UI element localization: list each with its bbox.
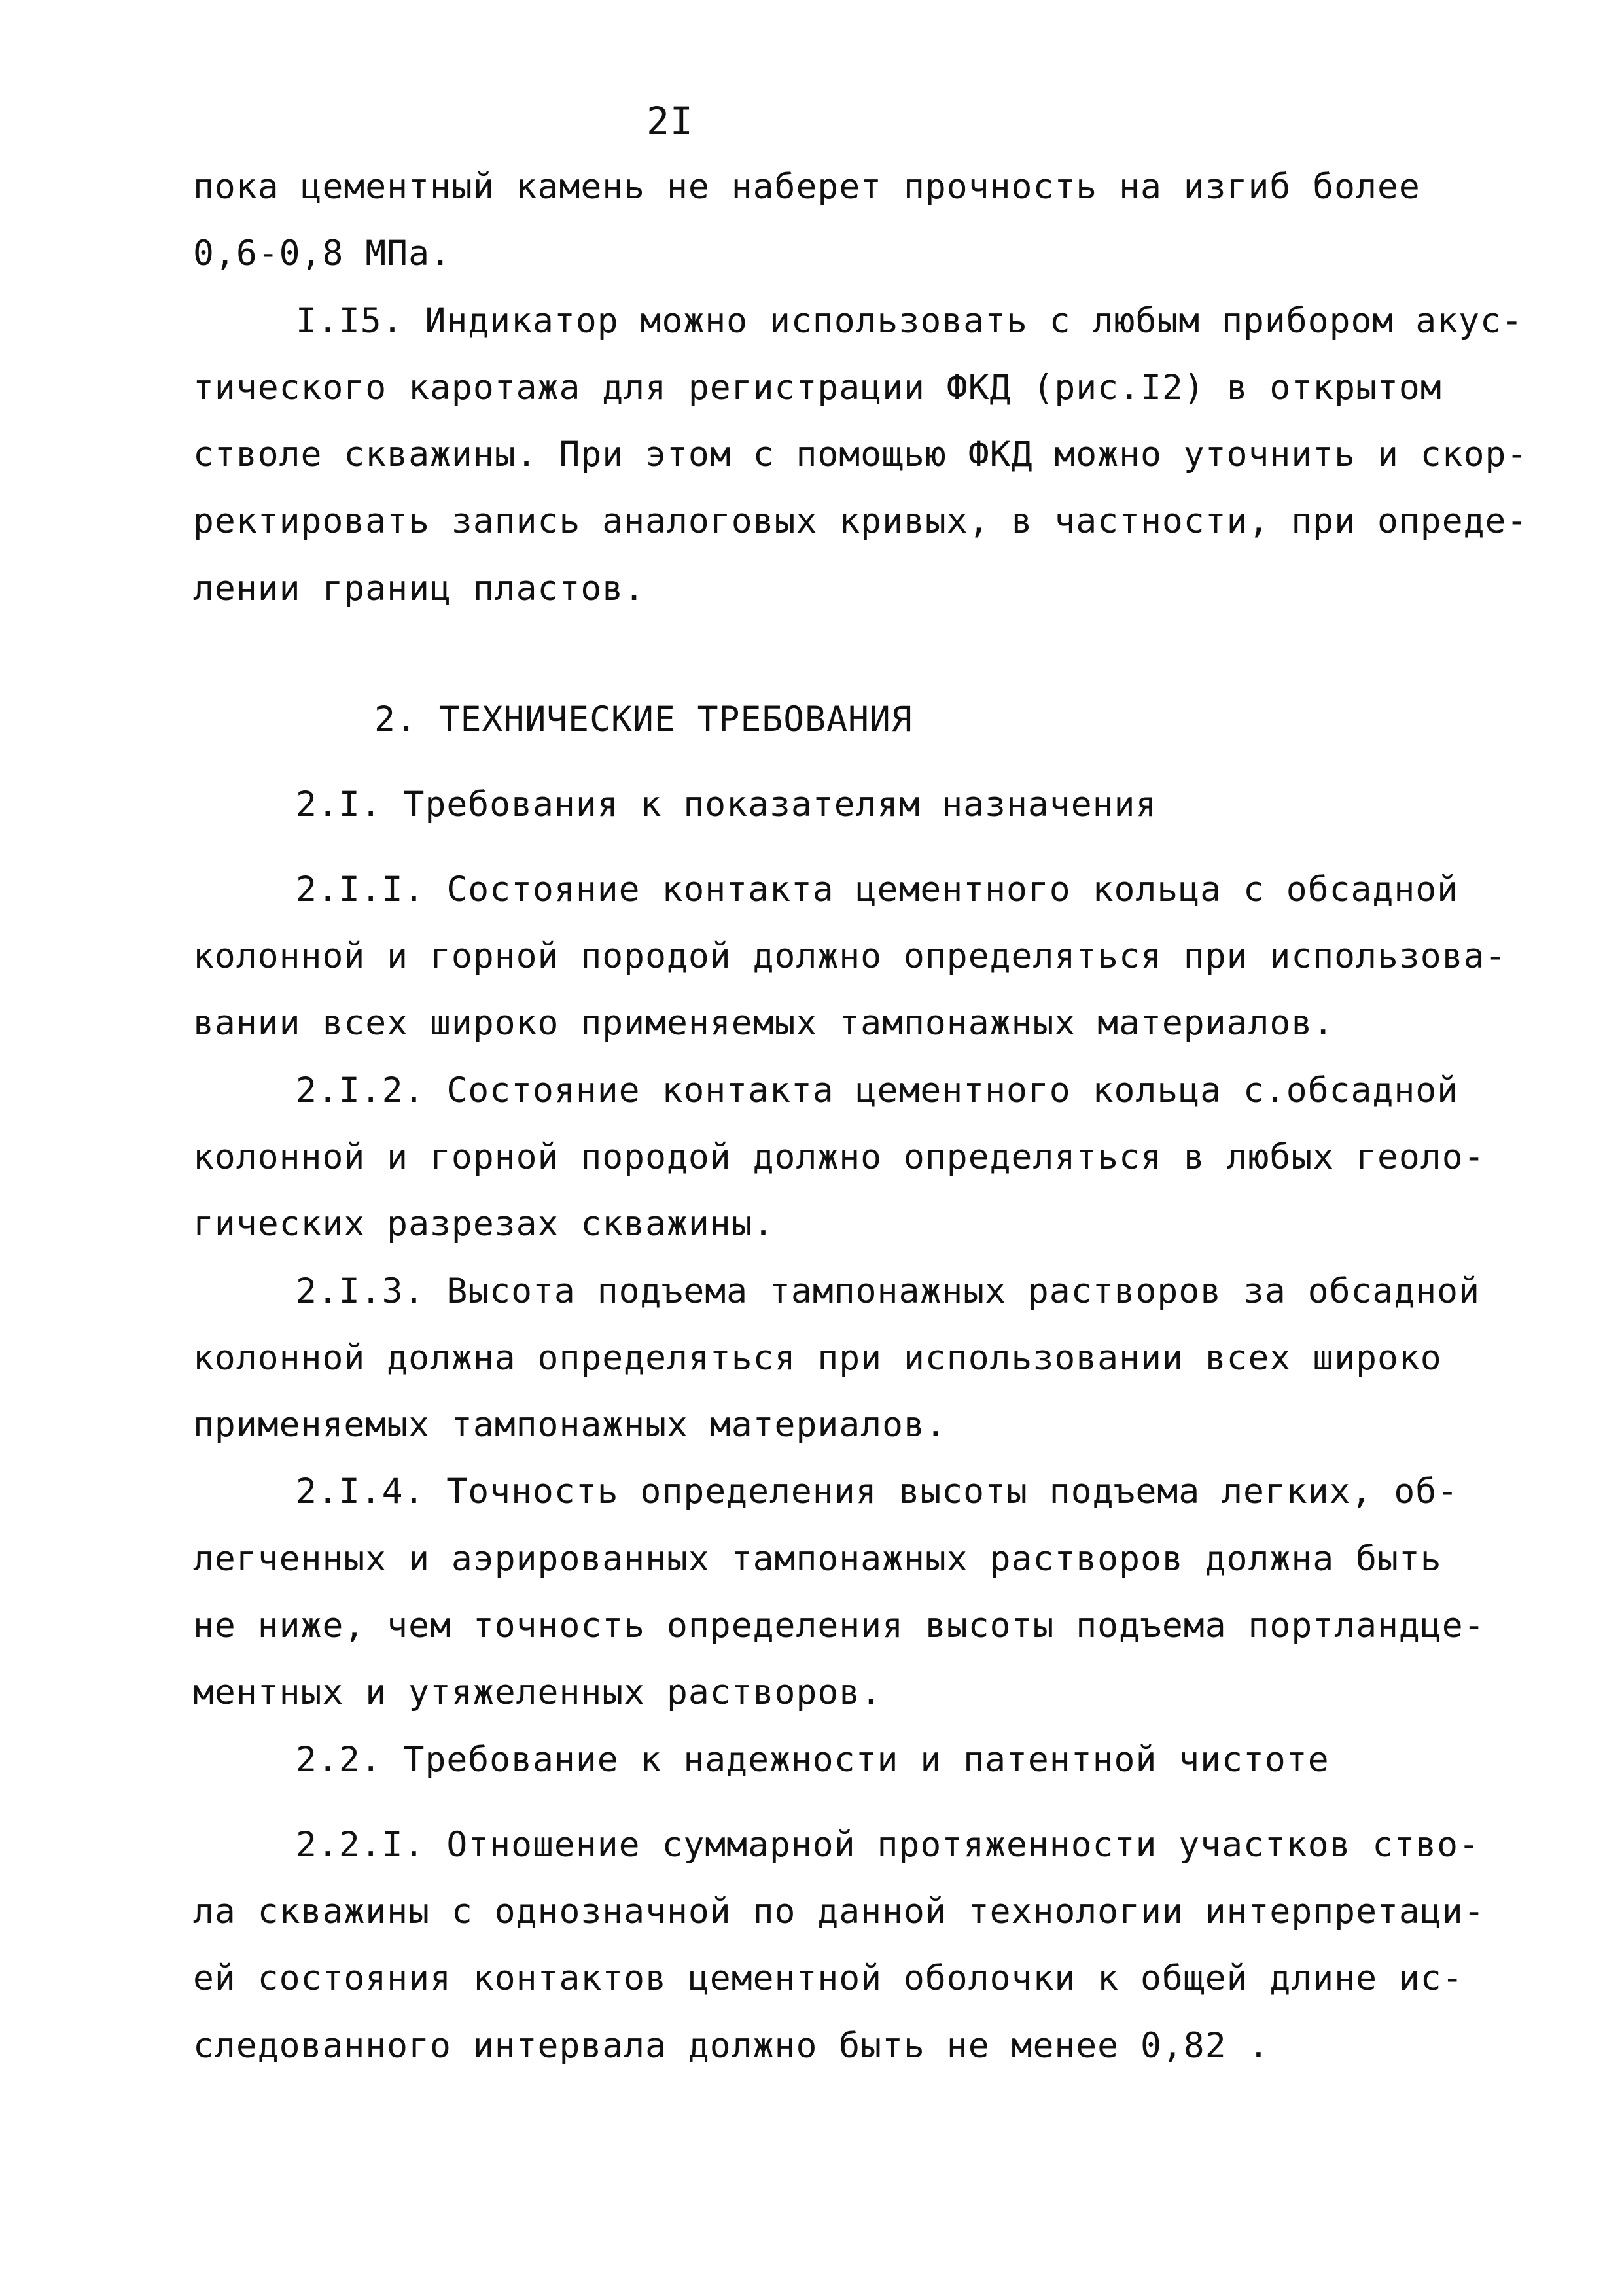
text-line: 2.I.4. Точность определения высоты подъема легких, об- (296, 1472, 1459, 1511)
text-line: колонной должна определяться при использовании всех широко (193, 1338, 1442, 1378)
text-line: лении границ пластов. (193, 569, 646, 609)
section-heading: 2. ТЕХНИЧЕСКИЕ ТРЕБОВАНИЯ (374, 699, 913, 739)
text-line: 2.I.3. Высота подъема тампонажных растворов за обсадной (296, 1271, 1480, 1311)
text-line: ректировать запись аналоговых кривых, в частности, при опреде- (193, 501, 1528, 541)
text-line: применяемых тампонажных материалов. (193, 1405, 947, 1445)
text-line: не ниже, чем точность определения высоты подъема портландце- (193, 1606, 1485, 1646)
text-line: колонной и горной породой должно определяться в любых геоло- (193, 1137, 1485, 1177)
text-line: ментных и утяжеленных растворов. (193, 1672, 883, 1712)
text-line: 0,6-0,8 МПа. (193, 234, 451, 274)
text-line: I.I5. Индикатор можно использовать с любым прибором акус- (296, 301, 1523, 341)
text-line: пока цементный камень не наберет прочность на изгиб более (193, 167, 1420, 207)
subsection-heading: 2.I. Требования к показателям назначения (296, 785, 1157, 824)
text-line: следованного интервала должно быть не менее 0,82 . (193, 2026, 1270, 2066)
subsection-heading: 2.2. Требование к надежности и патентной чистоте (296, 1740, 1330, 1780)
text-line: 2.I.2. Состояние контакта цементного кольца с.обсадной (296, 1070, 1459, 1110)
page-number: 2I (646, 99, 694, 143)
text-line: 2.I.I. Состояние контакта цементного кольца с обсадной (296, 870, 1459, 910)
text-line: 2.2.I. Отношение суммарной протяженности участков ство- (296, 1825, 1480, 1865)
text-line: ей состояния контактов цементной оболочки к общей длине ис- (193, 1958, 1464, 1998)
text-line: вании всех широко применяемых тампонажных материалов. (193, 1003, 1335, 1043)
text-line: ла скважины с однозначной по данной технологии интерпретаци- (193, 1892, 1485, 1932)
text-line: легченных и аэрированных тампонажных растворов должна быть (193, 1539, 1442, 1579)
text-line: стволе скважины. При этом с помощью ФКД можно уточнить и скор- (193, 434, 1528, 474)
text-line: колонной и горной породой должно определяться при использова- (193, 936, 1507, 976)
text-line: тического каротажа для регистрации ФКД (рис.I2) в открытом (193, 368, 1442, 408)
text-line: гических разрезах скважины. (193, 1204, 775, 1244)
